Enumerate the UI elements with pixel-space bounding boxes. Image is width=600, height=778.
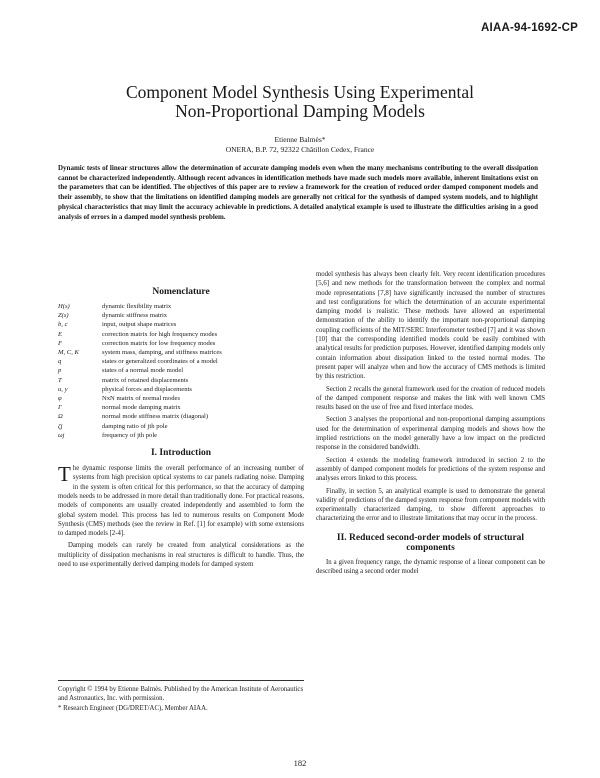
nomenclature-item	[58, 403, 304, 412]
right-paragraph-5: Finally, in section 5, an analytical example is used to demonstrate the general validity of predictions of the damped system response from component models with experimentally characterized damping, to show different approaches to characterizing the error and to illustrate limitations that may occur in the process.	[316, 487, 545, 523]
nomenclature-item	[58, 431, 304, 440]
nomenclature-item	[58, 311, 304, 320]
nomenclature-description: damping ratio of jth pole	[102, 422, 168, 430]
nomenclature-symbol: M, C, K	[58, 349, 79, 357]
intro-paragraph-1	[58, 464, 304, 538]
right-paragraph-6: In a given frequency range, the dynamic response of a linear component can be described using a second order model	[316, 558, 545, 576]
nomenclature-description: states or generalized coordinates of a model	[102, 358, 218, 366]
nomenclature-description: dynamic stiffness matrix	[102, 312, 168, 320]
drop-cap: T	[58, 462, 71, 487]
nomenclature-symbol: T	[58, 376, 62, 384]
introduction-heading: I. Introduction	[150, 448, 211, 459]
right-paragraph-2: Section 2 recalls the general framework used for the creation of reduced models of the damped component response and makes the link with well known CMS results based on the use of free and fixed interface modes.	[316, 385, 545, 412]
page-number: 182	[293, 758, 307, 768]
copyright-notice: Copyright © 1994 by Etienne Balmès. Published by the American Institute of Aeronautics and Astronautics, Inc. with permission.	[58, 686, 304, 703]
intro-paragraph-2: Damping models can rarely be created from analytical considerations as the multiplicity of dissipation mechanisms in real structures is difficult to handle. Thus, the need to use experimentally derived damping models for damped system	[58, 542, 304, 569]
nomenclature-item	[58, 394, 304, 403]
nomenclature-description: states of a normal mode model	[102, 367, 184, 375]
nomenclature-description: correction matrix for low frequency modes	[102, 339, 216, 347]
nomenclature-item	[58, 357, 304, 366]
nomenclature-description: input, output shape matrices	[102, 321, 177, 329]
nomenclature-description: normal mode damping matrix	[102, 404, 181, 412]
nomenclature-symbol: E	[58, 330, 63, 338]
nomenclature-symbol: H(s)	[58, 303, 70, 310]
nomenclature-item	[58, 348, 304, 357]
paper-title	[40, 83, 560, 121]
nomenclature-symbol: Γ	[58, 404, 62, 412]
right-column	[316, 270, 545, 576]
nomenclature-symbol: Z(s)	[58, 312, 69, 320]
title-line-2: Non-Proportional Damping Models	[175, 101, 425, 121]
document-id: AIAA-94-1692-CP	[481, 22, 578, 34]
nomenclature-item	[58, 366, 304, 375]
nomenclature-description: NxN matrix of normal modes	[102, 395, 181, 403]
nomenclature-description: frequency of jth pole	[102, 431, 158, 439]
author-footnote: * Research Engineer (DG/DRET/AC), Member AIAA.	[58, 704, 208, 712]
nomenclature-symbol: φ	[58, 395, 62, 403]
nomenclature-description: normal mode stiffness matrix (diagonal)	[102, 413, 209, 421]
nomenclature-symbol: ωj	[58, 431, 65, 439]
section-2-heading: II. Reduced second-order models of structural components	[336, 532, 525, 554]
nomenclature-list	[58, 302, 304, 440]
left-column	[58, 270, 304, 569]
author-name: Etienne Balmès*	[274, 135, 326, 144]
nomenclature-item	[58, 302, 304, 311]
footnotes	[58, 685, 304, 713]
right-paragraph-1: model synthesis has always been clearly felt. Very recent identification procedures [5,6] and new methods for the transformation between the complex and normal mode representations [7,8] have significantly increased the number of structures and test configurations for which the determination of an accurate experimental damping model is realistic. These methods have allowed an experimental demonstration of the ability to identify the important non-proportional damping coupling coefficients of the MIT/SERC Interferometer testbed [7] and it was shown [10] that the corresponding identified models could be easily combined with analytical results for prediction purposes. However, identified damping models only contain information about dissipation linked to the tested normal modes. The present paper will analyze when and how the accuracy of CMS methods is limited by this restriction.	[316, 271, 545, 381]
right-paragraph-4: Section 4 extends the modeling framework introduced in section 2 to the assembly of damped component models for predictions of the system response and analyses errors linked to this process.	[316, 456, 545, 483]
nomenclature-symbol: u, y	[58, 385, 68, 393]
nomenclature-description: correction matrix for high frequency modes	[102, 330, 218, 338]
nomenclature-symbol: q	[58, 358, 62, 366]
nomenclature-item	[58, 412, 304, 421]
nomenclature-symbol: F	[58, 339, 63, 347]
abstract: Dynamic tests of linear structures allow the determination of accurate damping models even when the many mechanisms contributing to the overall dissipation cannot be characterized independently. Although recent advances in identification methods have made such models more available, inherent limitations exist on the parameters that can be identified. The objectives of this paper are to review a framework for the creation of reduced order damped component models and their assembly, to show that the limitations on identified damping models are generally not critical for the synthesis of damped system models, and to highlight physical characteristics that may limit the accuracy achievable in predictions. A detailed analytical example is used to illustrate the difficulties arising in a good analysis of errors in a damped model synthesis problem.	[58, 164, 538, 221]
title-line-1: Component Model Synthesis Using Experimental	[125, 82, 475, 102]
nomenclature-heading: Nomenclature	[152, 287, 210, 297]
nomenclature-description: matrix of retained displacements	[102, 376, 189, 384]
nomenclature-item	[58, 339, 304, 348]
nomenclature-description: system mass, damping, and stiffness matrices	[102, 349, 222, 357]
nomenclature-item	[58, 422, 304, 431]
nomenclature-description: physical forces and displacements	[102, 385, 192, 393]
nomenclature-item	[58, 376, 304, 385]
right-paragraph-3: Section 3 analyses the proportional and non-proportional damping assumptions used for the determination of experimental damping models and shows how the implied restrictions on the model generally have a low impact on the predicted response in the considered bandwidth.	[316, 416, 545, 452]
footnote-rule	[58, 680, 304, 681]
intro-paragraph-1-text: he dynamic response limits the overall performance of an increasing number of systems from high precision optical systems to car panels radiating noise. Damping in the system is often critical for this performance, so that the accuracy of damping models needs to be addressed in more detail than traditionally done. For practical reasons, models of components are usually created independently and assembled to form the global system model. This process has led to numerous results on Component Mode Synthesis (CMS) methods (see the review in Ref. [1] for example) with some extensions to damped models [2-4].	[58, 465, 304, 538]
nomenclature-description: dynamic flexibility matrix	[102, 303, 172, 310]
nomenclature-symbol: p	[58, 367, 62, 375]
nomenclature-item	[58, 330, 304, 339]
nomenclature-symbol: b, c	[58, 321, 68, 329]
nomenclature-item	[58, 385, 304, 394]
nomenclature-symbol: Ω	[58, 413, 63, 421]
author-affiliation: ONERA, B.P. 72, 92322 Châtillon Cedex, France	[225, 145, 375, 154]
nomenclature-item	[58, 320, 304, 329]
nomenclature-symbol: ζj	[58, 422, 63, 430]
